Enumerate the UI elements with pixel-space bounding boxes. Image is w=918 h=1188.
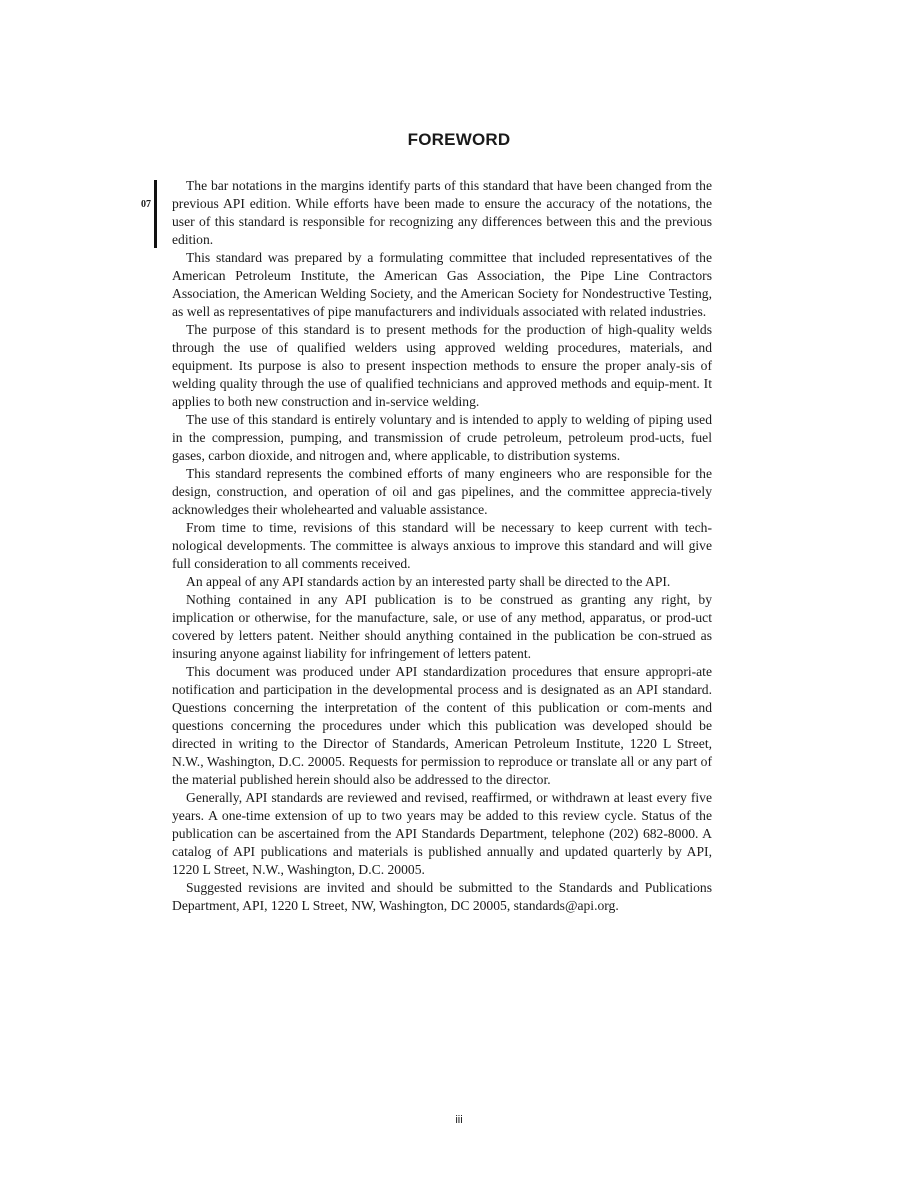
paragraph-purpose: The purpose of this standard is to present methods for the production of high-quality welds through the use of qualified welders using approved welding procedures, materials, and equipment. Its purpose is also to present inspection methods to ensure the proper analy-sis of welding quality through the use of qualified technicians and approved methods and equip-ment. It applies to both new construction and in-service welding. bbox=[172, 322, 712, 409]
paragraph-standardization-procedures: This document was produced under API standardization procedures that ensure appropri-ate notification and participation in the developmental process and is designated as an API standard. Questions concerning the interpretation of the content of this publication or com-ments and questions concerning the procedures under which this publication was developed should be directed in writing to the Director of Standards, American Petroleum Institute, 1220 L Street, N.W., Washington, D.C. 20005. Requests for permission to reproduce or translate all or any part of the material published herein should also be addressed to the director. bbox=[172, 664, 712, 787]
paragraph-revisions: From time to time, revisions of this standard will be necessary to keep current with tech-nological developments. The committee is always anxious to improve this standard and will give full consideration to all comments received. bbox=[172, 520, 712, 571]
page-number: iii bbox=[455, 1114, 463, 1126]
paragraph-combined-efforts: This standard represents the combined efforts of many engineers who are responsible for the design, construction, and operation of oil and gas pipelines, and the committee apprecia-tively acknowledges their wholehearted and valuable assistance. bbox=[172, 466, 712, 517]
change-bar-label: 07 bbox=[141, 199, 151, 210]
paragraph-change-notice: The bar notations in the margins identify parts of this standard that have been changed from the previous API edition. While efforts have been made to ensure the accuracy of the notations, the user of this standard is responsible for recognizing any differences between this and the previous edition. bbox=[172, 178, 712, 247]
paragraph-patent-disclaimer: Nothing contained in any API publication is to be construed as granting any right, by implication or otherwise, for the manufacture, sale, or use of any method, apparatus, or prod-uct covered by letters patent. Neither should anything contained in the publication be con-strued as insuring anyone against liability for infringement of letters patent. bbox=[172, 592, 712, 661]
paragraph-review-cycle: Generally, API standards are reviewed and revised, reaffirmed, or withdrawn at least every five years. A one-time extension of up to two years may be added to this review cycle. Status of the publication can be ascertained from the API Standards Department, telephone (202) 682-8000. A catalog of API publications and materials is published annually and updated quarterly by API, 1220 L Street, N.W., Washington, D.C. 20005. bbox=[172, 790, 712, 877]
paragraph-committee: This standard was prepared by a formulating committee that included representatives of the American Petroleum Institute, the American Gas Association, the Pipe Line Contractors Association, the American Welding Society, and the American Society for Nondestructive Testing, as well as representatives of pipe manufacturers and individuals associated with related industries. bbox=[172, 250, 712, 319]
paragraph-suggested-revisions: Suggested revisions are invited and should be submitted to the Standards and Publications Department, API, 1220 L Street, NW, Washington, DC 20005, standards@api.org. bbox=[172, 880, 712, 913]
foreword-body bbox=[172, 177, 712, 915]
page-title: FOREWORD bbox=[407, 130, 511, 149]
paragraph-voluntary-use: The use of this standard is entirely voluntary and is intended to apply to welding of piping used in the compression, pumping, and transmission of crude petroleum, petroleum prod-ucts, fuel gases, carbon dioxide, and nitrogen and, where applicable, to distribution systems. bbox=[172, 412, 712, 463]
paragraph-appeal: An appeal of any API standards action by an interested party shall be directed to the API. bbox=[186, 574, 671, 589]
change-bar bbox=[154, 180, 157, 248]
